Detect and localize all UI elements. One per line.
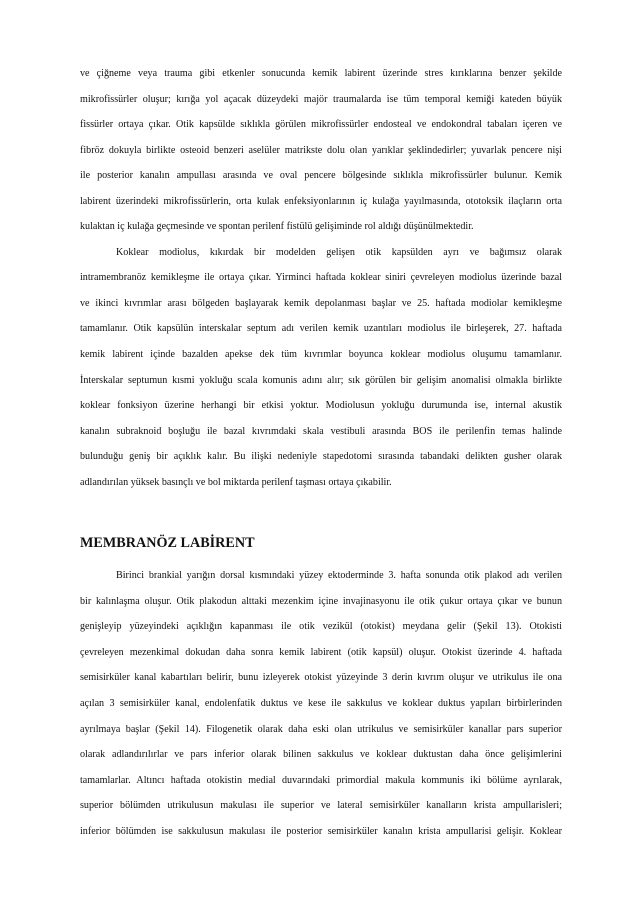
text-line: kulaktan iç kulağa geçmesinde ve spontan perilenf fistülü gelişiminde rol aldığı düşünülmektedir. bbox=[80, 221, 474, 233]
text-line: semisirküler kanal kabartıları belirir, bunu izleyerek otokist yüzeyinde 3 derin kıvrım oluşur ve utrikulus ile ona bbox=[80, 672, 562, 684]
text-line: bir kalınlaşma oluşur. Otik plakodun alttaki mezenkim içine invajinasyonu ile otik çukur ortaya çıkar ve bunun bbox=[80, 595, 562, 607]
text-line: tamamlanır. Otik kapsülün interskalar septum adı verilen kemik uzantıları modiolus ile birleşerek, 27. haftada bbox=[80, 323, 562, 335]
text-line: çevreleyen mezenkimal dokudan daha sonra kemik labirent (otik kapsül) oluşur. Otokist üzerinde 4. haftada bbox=[80, 646, 562, 658]
text-line: tamamlarlar. Altıncı haftada otokistin medial duvarındaki primordial makula kommunis iki bölüme ayrılarak, bbox=[80, 774, 562, 786]
paragraph-modiolus bbox=[80, 240, 562, 495]
document-page bbox=[80, 61, 562, 844]
text-line: ile posterior kanalın ampullası arasında ve oval pencere bölgesinde sıklıkla mikrofissürler bulunur. Kemik bbox=[80, 170, 562, 182]
text-line: genişleyip yüzeyindeki açıklığın kapanması ile otik vezikül (otokist) meydana gelir (Şekil 13). Otokisti bbox=[80, 621, 562, 633]
text-line: Koklear modiolus, kıkırdak bir modelden gelişen otik kapsülden ayrı ve bağımsız olarak bbox=[116, 246, 562, 258]
text-line: açılan 3 semisirküler kanal, endolenfatik duktus ve kese ile sakkulus ve koklear duktus yapıları birbirlerinden bbox=[80, 698, 562, 710]
text-line: koklear fonksiyon üzerine herhangi bir etkisi yoktur. Modiolusun yokluğu durumunda ise, internal akustik bbox=[80, 400, 562, 412]
section-heading: MEMBRANÖZ LABİRENT bbox=[80, 535, 255, 552]
text-line: ayrılmaya başlar (Şekil 14). Filogenetik olarak daha eski olan utrikulus ve semisirküler kanallar pars superior bbox=[80, 723, 562, 735]
text-line: mikrofissürler oluşur; kırığa yol açacak düzeydeki majör traumalarda ise tüm temporal kemiği kateden büyük bbox=[80, 93, 562, 105]
paragraph-microfissures bbox=[80, 61, 562, 240]
text-line: İnterskalar septumun kısmi yokluğu scala komunis adını alır; sık görülen bir gelişim anomalisi olmakla birlikte bbox=[80, 374, 562, 386]
text-line: labirent üzerindeki mikrofissürlerin, orta kulak enfeksiyonlarının iç kulağa yayılmasında, ototoksik ilaçların orta bbox=[80, 195, 562, 207]
text-line: kanalın subraknoid boşluğu ile bazal kıvrımdaki skala vestibuli arasında BOS ile perilenfin temas halinde bbox=[80, 425, 562, 437]
text-line: Birinci brankial yarığın dorsal kısmındaki yüzey ektoderminde 3. hafta sonunda otik plakod adı verilen bbox=[116, 570, 562, 582]
text-line: fibröz dokuyla birlikte osteoid benzeri aselüler matrikste dolu olan yarıklar şeklindedirler; yuvarlak pencere nişi bbox=[80, 144, 562, 156]
text-line: olarak adlandırılırlar ve pars inferior olarak bilinen sakkulus ve koklear duktustan daha önce gelişimlerini bbox=[80, 749, 562, 761]
paragraph-membranous-labyrinth bbox=[80, 563, 562, 844]
text-line: fissürler ortaya çıkar. Otik kapsülde sıklıkla görülen mikrofissürler endosteal ve endokondral tabaları içeren ve bbox=[80, 119, 562, 131]
text-line: kemik labirent içinde bazalden apekse dek tüm kıvrımlar boyunca koklear modiolus oluşumu tamamlanır. bbox=[80, 349, 562, 361]
text-line: bulunduğu geniş bir açıklık kalır. Bu ilişki nedeniyle stapedotomi sırasında tabandaki delikten gusher olarak bbox=[80, 451, 562, 463]
text-line: ve çiğneme veya trauma gibi etkenler sonucunda kemik labirent üzerinde stres kırıklarına benzer şekilde bbox=[80, 68, 562, 79]
text-line: superior bölümden utrikulusun makulası ile superior ve lateral semisirküler kanalların krista ampullarisleri; bbox=[80, 800, 562, 812]
text-line: adlandırılan yüksek basınçlı ve bol miktarda perilenf taşması ortaya çıkabilir. bbox=[80, 476, 392, 488]
text-line: intramembranöz kemikleşme ile ortaya çıkar. Yirminci haftada koklear siniri çevreleyen modiolus üzerinde bazal bbox=[80, 272, 562, 284]
text-line: ve ikinci kıvrımlar arası bölgeden başlayarak kemik depolanması başlar ve 25. haftada modiolar kemikleşme bbox=[80, 297, 562, 309]
text-line: inferior bölümden ise sakkulusun makulası ile posterior semisirküler kanalın krista ampullarisi gelişir. Koklear bbox=[80, 825, 562, 837]
